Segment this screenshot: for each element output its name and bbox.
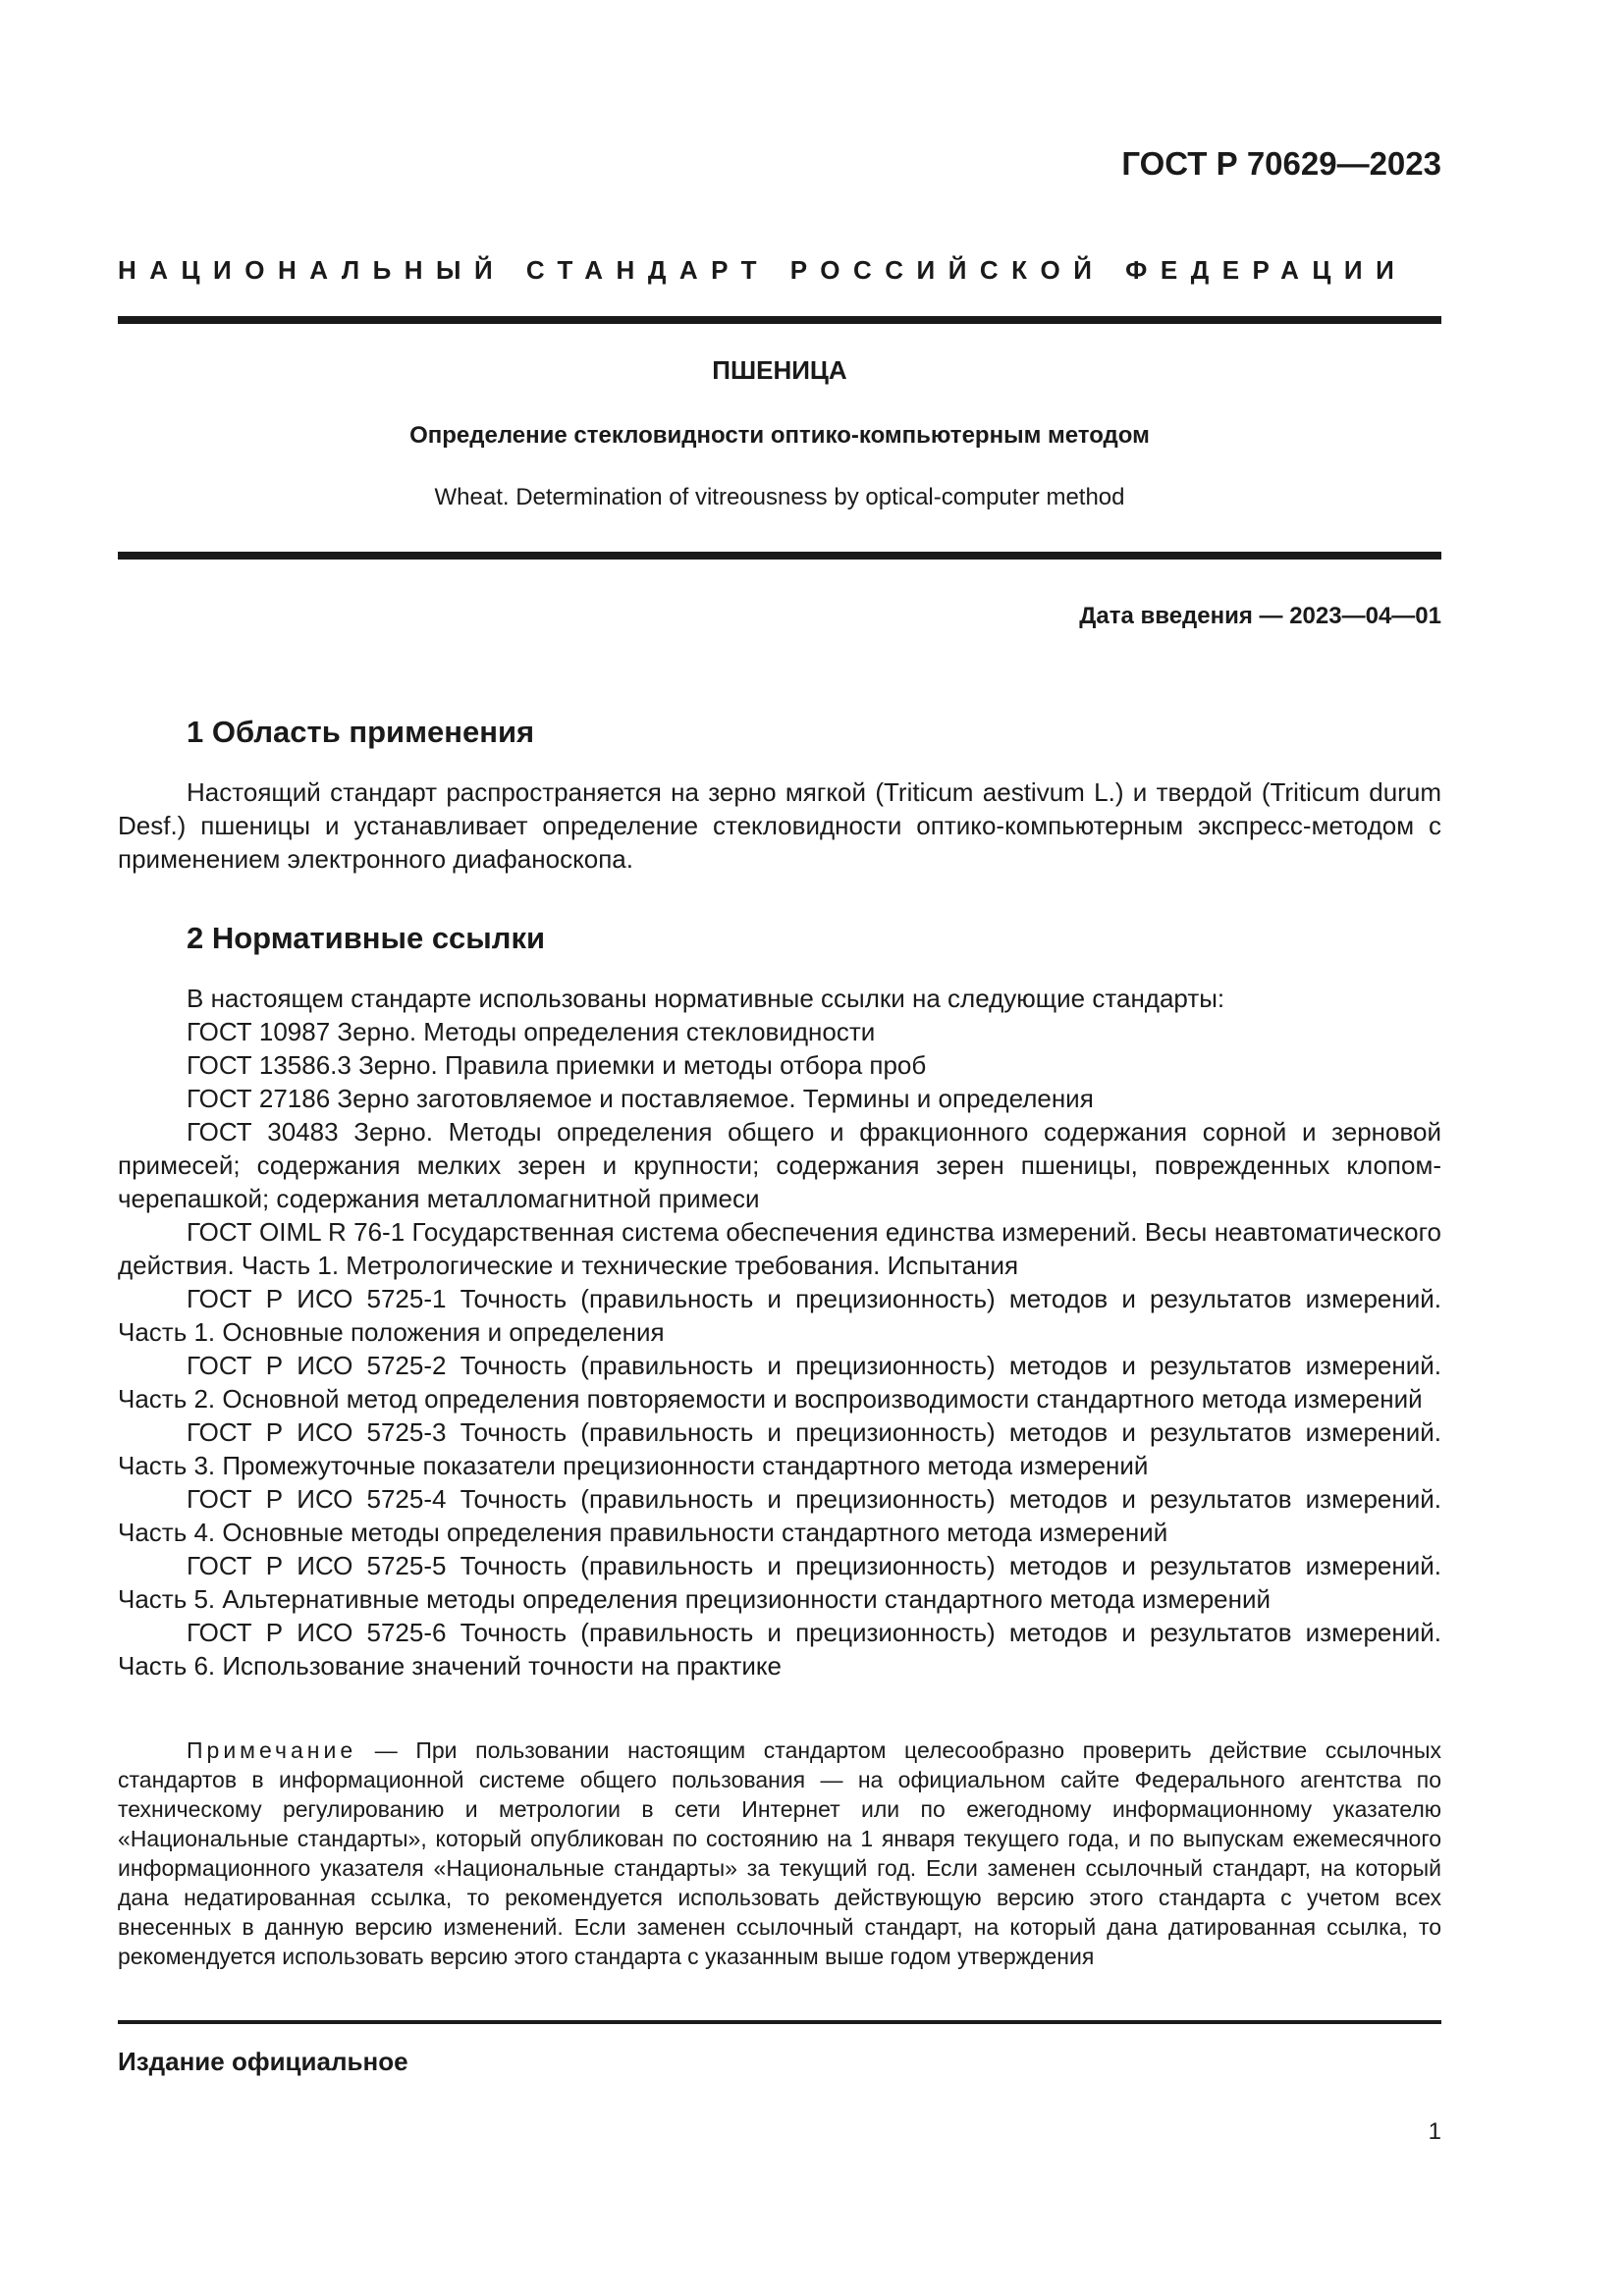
reference-item: ГОСТ OIML R 76-1 Государственная система обеспечения единства измерений. Весы неавтоматического действия. Часть 1. Метрологические и технические требования. Испытания bbox=[118, 1217, 1441, 1280]
section-2-lead: В настоящем стандарте использованы нормативные ссылки на следующие стандарты: bbox=[187, 984, 1225, 1013]
reference-item: ГОСТ 13586.3 Зерно. Правила приемки и методы отбора проб bbox=[187, 1050, 927, 1080]
section-2-heading: 2 Нормативные ссылки bbox=[187, 921, 546, 955]
document-number: ГОСТ Р 70629—2023 bbox=[1121, 145, 1441, 182]
reference-item: ГОСТ Р ИСО 5725-6 Точность (правильность и прецизионность) методов и результатов измерений. Часть 6. Использование значений точности на практике bbox=[118, 1618, 1441, 1681]
reference-item: ГОСТ Р ИСО 5725-5 Точность (правильность и прецизионность) методов и результатов измерений. Часть 5. Альтернативные методы определения прецизионности стандартного метода измерений bbox=[118, 1551, 1441, 1614]
header-divider bbox=[118, 316, 1441, 324]
note-label: Примечание bbox=[187, 1737, 357, 1763]
section-2-body bbox=[118, 982, 1441, 1682]
page-number: 1 bbox=[1428, 2118, 1441, 2145]
official-edition-label: Издание официальное bbox=[118, 2047, 408, 2076]
section-1-body bbox=[118, 775, 1441, 876]
section-1-paragraph: Настоящий стандарт распространяется на зерно мягкой (Triticum aestivum L.) и твердой (Triticum durum Desf.) пшеницы и устанавливает определение стекловидности оптико-компьютерным экспресс-методом с применением электронного диафаноскопа. bbox=[118, 777, 1441, 874]
standard-subtitle: Определение стекловидности оптико-компьютерным методом bbox=[409, 422, 1150, 449]
reference-item: ГОСТ Р ИСО 5725-3 Точность (правильность и прецизионность) методов и результатов измерений. Часть 3. Промежуточные показатели прецизионности стандартного метода измерений bbox=[118, 1417, 1441, 1480]
section-1-heading: 1 Область применения bbox=[187, 715, 535, 749]
footer-divider bbox=[118, 2020, 1441, 2024]
references-note bbox=[118, 1735, 1441, 1971]
note-paragraph bbox=[118, 1735, 1441, 1971]
reference-item: ГОСТ 27186 Зерно заготовляемое и поставляемое. Термины и определения bbox=[187, 1084, 1094, 1113]
national-standard-banner: НАЦИОНАЛЬНЫЙ СТАНДАРТ РОССИЙСКОЙ ФЕДЕРАЦИИ bbox=[118, 255, 1408, 285]
introduction-date: Дата введения — 2023—04—01 bbox=[1079, 603, 1441, 629]
standard-english-title: Wheat. Determination of vitreousness by optical-computer method bbox=[434, 484, 1125, 510]
standard-title: ПШЕНИЦА bbox=[712, 355, 847, 385]
note-text: — При пользовании настоящим стандартом целесообразно проверить действие ссылочных стандартов в информационной системе общего пользования — на официальном сайте Федерального агентства по техническому регулированию и метрологии в сети Интернет или по ежегодному информационному указателю «Национальные стандарты», который опубликован по состоянию на 1 января текущего года, и по выпускам ежемесячного информационного указателя «Национальные стандарты» за текущий год. Если заменен ссылочный стандарт, на который дана недатированная ссылка, то рекомендуется использовать действующую версию этого стандарта с учетом всех внесенных в данную версию изменений. Если заменен ссылочный стандарт, на который дана датированная ссылка, то рекомендуется использовать версию этого стандарта с указанным выше годом утверждения bbox=[118, 1737, 1441, 1969]
reference-item: ГОСТ Р ИСО 5725-1 Точность (правильность и прецизионность) методов и результатов измерений. Часть 1. Основные положения и определения bbox=[118, 1284, 1441, 1347]
reference-item: ГОСТ Р ИСО 5725-4 Точность (правильность и прецизионность) методов и результатов измерений. Часть 4. Основные методы определения правильности стандартного метода измерений bbox=[118, 1484, 1441, 1547]
reference-item: ГОСТ 30483 Зерно. Методы определения общего и фракционного содержания сорной и зерновой примесей; содержания мелких зерен и крупности; содержания зерен пшеницы, поврежденных клопом-черепашкой; содержания металломагнитной примеси bbox=[118, 1117, 1441, 1213]
title-divider bbox=[118, 552, 1441, 560]
reference-item: ГОСТ 10987 Зерно. Методы определения стекловидности bbox=[187, 1017, 876, 1046]
reference-item: ГОСТ Р ИСО 5725-2 Точность (правильность и прецизионность) методов и результатов измерений. Часть 2. Основной метод определения повторяемости и воспроизводимости стандартного метода измерений bbox=[118, 1351, 1441, 1414]
